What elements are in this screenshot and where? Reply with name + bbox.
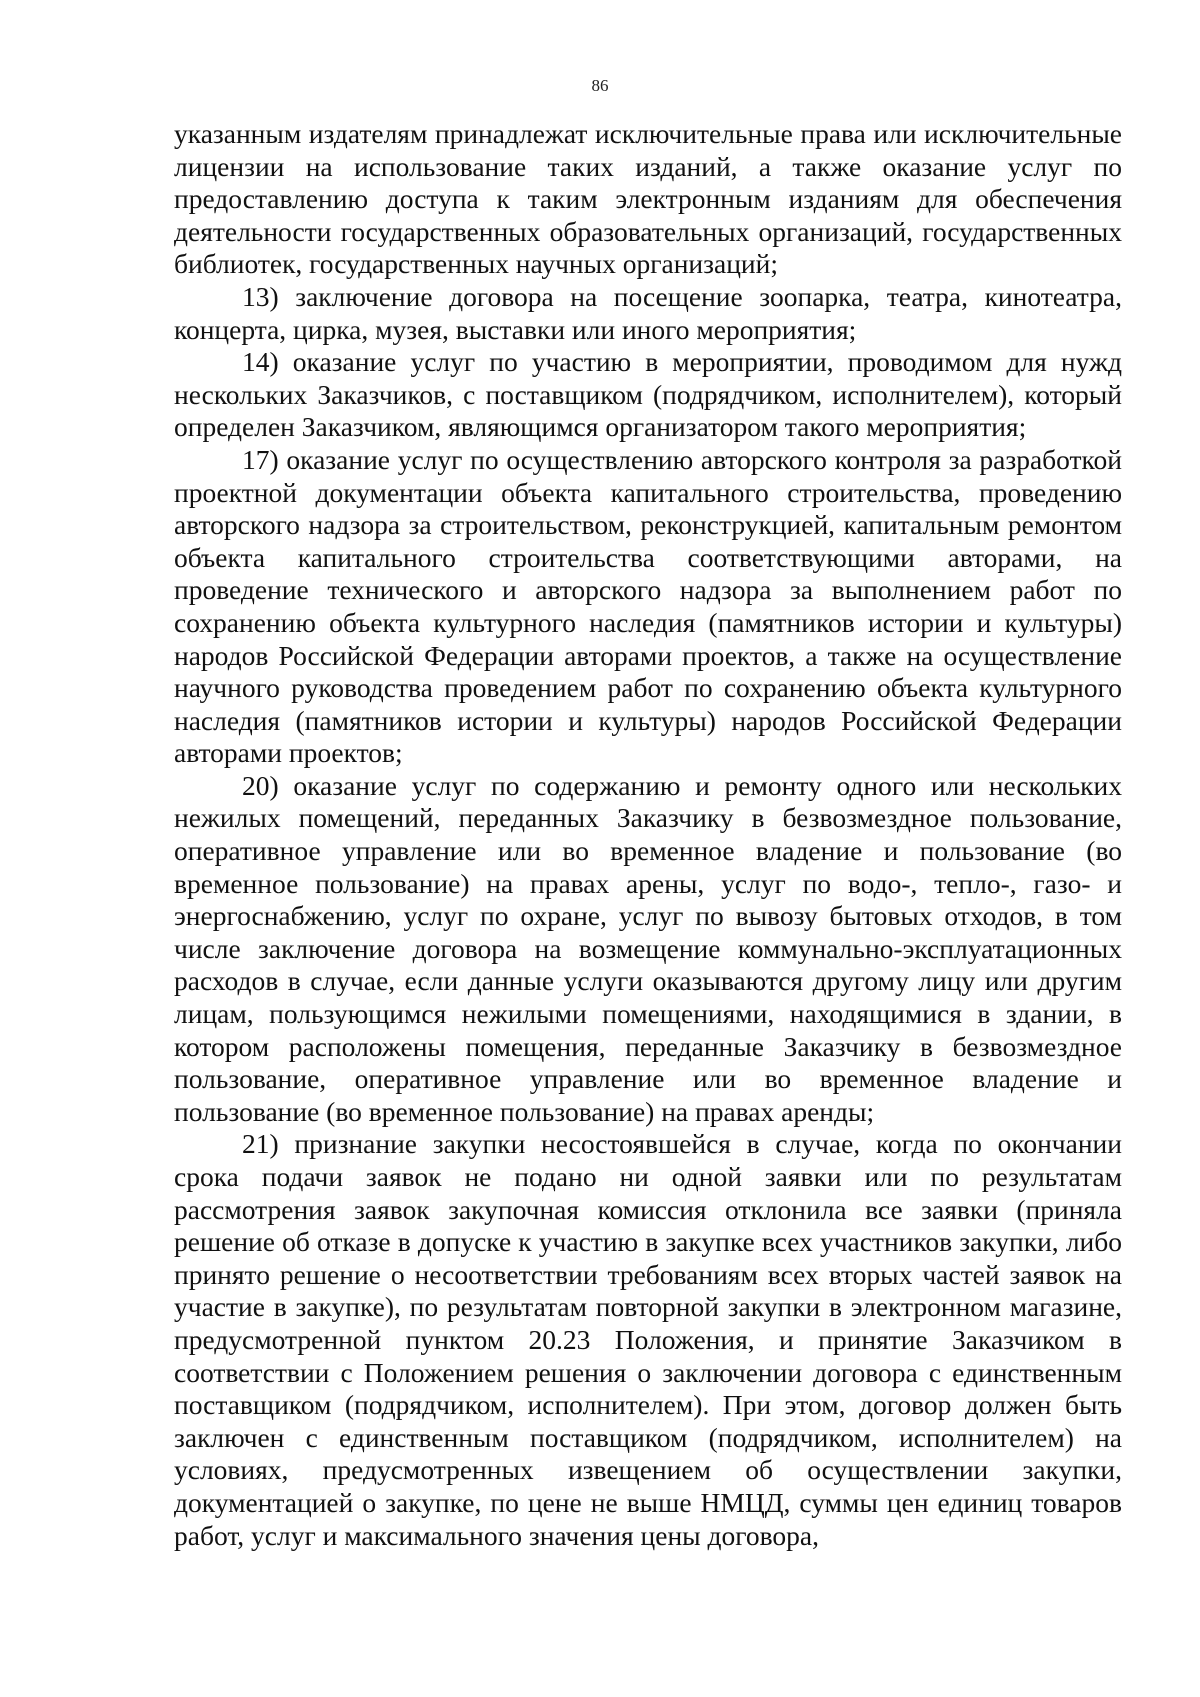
paragraph-item-13: 13) заключение договора на посещение зоопарка, театра, кинотеатра, концерта, цирка, музея, выставки или иного мероприятия;: [174, 280, 1122, 345]
paragraph-continuation: указанным издателям принадлежат исключительные права или исключительные лицензии на использование таких изданий, а также оказание услуг по предоставлению доступа к таким электронным изданиям для обеспечения деятельности государственных образовательных организаций, государственных библиотек, государственных научных организаций;: [174, 118, 1122, 280]
page-body: [174, 118, 1122, 1552]
paragraph-item-20: 20) оказание услуг по содержанию и ремонту одного или нескольких нежилых помещений, переданных Заказчику в безвозмездное пользование, оперативное управление или во временное владение и пользование (во временное пользование) на правах арены, услуг по водо-, тепло-, газо- и энергоснабжению, услуг по охране, услуг по вывозу бытовых отходов, в том числе заключение договора на возмещение коммунально-эксплуатационных расходов в случае, если данные услуги оказываются другому лицу или другим лицам, пользующимся нежилыми помещениями, находящимися в здании, в котором расположены помещения, переданные Заказчику в безвозмездное пользование, оперативное управление или во временное владение и пользование (во временное пользование) на правах аренды;: [174, 769, 1122, 1127]
paragraph-item-21: 21) признание закупки несостоявшейся в случае, когда по окончании срока подачи заявок не подано ни одной заявки или по результатам рассмотрения заявок закупочная комиссия отклонила все заявки (приняла решение об отказе в допуске к участию в закупке всех участников закупки, либо принято решение о несоответствии требованиям всех вторых частей заявок на участие в закупке), по результатам повторной закупки в электронном магазине, предусмотренной пунктом 20.23 Положения, и принятие Заказчиком в соответствии с Положением решения о заключении договора с единственным поставщиком (подрядчиком, исполнителем). При этом, договор должен быть заключен с единственным поставщиком (подрядчиком, исполнителем) на условиях, предусмотренных извещением об осуществлении закупки, документацией о закупке, по цене не выше НМЦД, суммы цен единиц товаров работ, услуг и максимального значения цены договора,: [174, 1128, 1122, 1551]
paragraph-item-17: 17) оказание услуг по осуществлению авторского контроля за разработкой проектной документации объекта капитального строительства, проведению авторского надзора за строительством, реконструкцией, капитальным ремонтом объекта капитального строительства соответствующими авторами, на проведение технического и авторского надзора за выполнением работ по сохранению объекта культурного наследия (памятников истории и культуры) народов Российской Федерации авторами проектов, а также на осуществление научного руководства проведением работ по сохранению объекта культурного наследия (памятников истории и культуры) народов Российской Федерации авторами проектов;: [174, 443, 1122, 769]
paragraph-item-14: 14) оказание услуг по участию в мероприятии, проводимом для нужд нескольких Заказчиков, с поставщиком (подрядчиком, исполнителем), который определен Заказчиком, являющимся организатором такого мероприятия;: [174, 346, 1122, 443]
page-number: 86: [591, 76, 609, 95]
